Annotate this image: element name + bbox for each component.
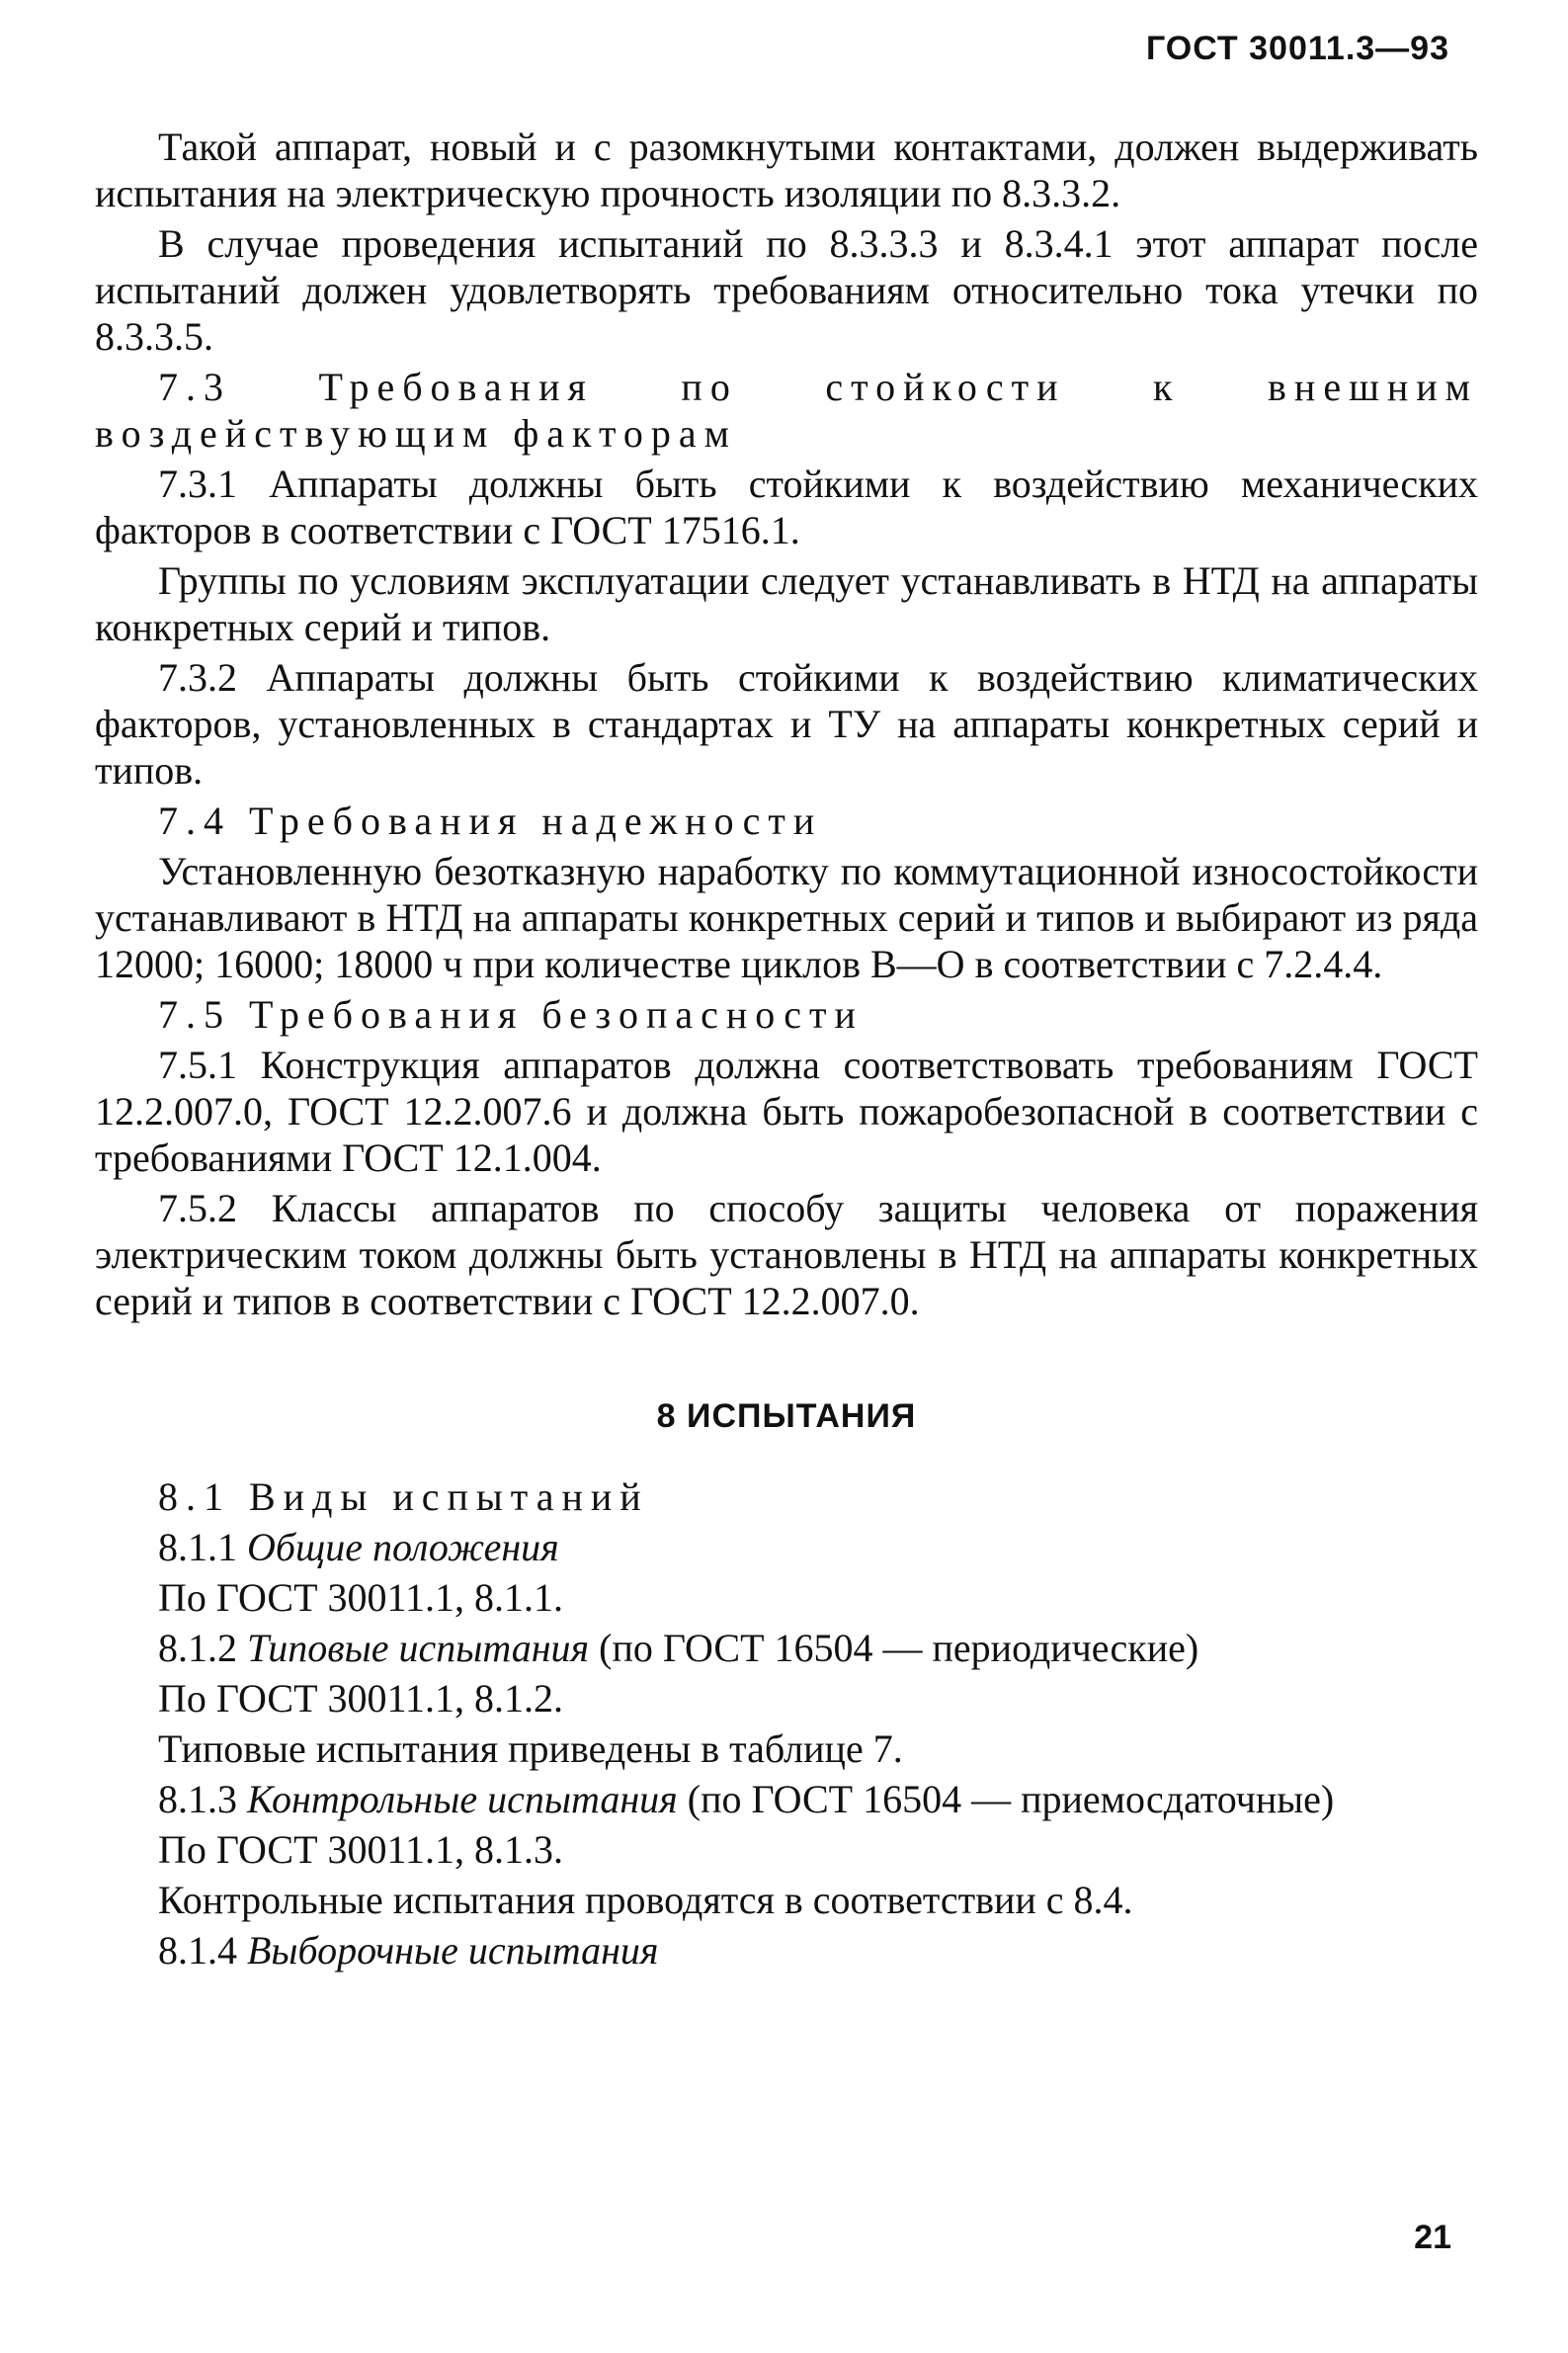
paragraph-7-5-1: 7.5.1 Конструкция аппаратов должна соответствовать требованиям ГОСТ 12.2.007.0, ГОСТ 12.2.007.6 и должна быть пожаробезопасной в соответствии с требованиями ГОСТ 12.1.004. [95, 1043, 1478, 1180]
paragraph: В случае проведения испытаний по 8.3.3.3 и 8.3.4.1 этот аппарат после испытаний должен удовлетворять требованиям относительно тока утечки по 8.3.3.5. [95, 221, 1478, 359]
item-title: Типовые испытания [247, 1626, 590, 1670]
item-note: (по ГОСТ 16504 — периодические) [599, 1626, 1199, 1670]
item-note: (по ГОСТ 16504 — приемосдаточные) [687, 1777, 1335, 1821]
item-8-1-1 [95, 1524, 1478, 1570]
item-title: Контрольные испытания [247, 1777, 678, 1821]
section-title-8: 8 ИСПЫТАНИЯ [656, 1397, 917, 1435]
paragraph: Контрольные испытания проводятся в соответствии с 8.4. [158, 1878, 1133, 1922]
page-number: 21 [1414, 2219, 1451, 2256]
paragraph-7-3-2: 7.3.2 Аппараты должны быть стойкими к воздействию климатических факторов, установленных в стандартах и ТУ на аппараты конкретных серий и типов. [95, 655, 1478, 793]
paragraph: Такой аппарат, новый и с разомкнутыми контактами, должен выдерживать испытания на электрическую прочность изоляции по 8.3.3.2. [95, 125, 1478, 215]
reference: По ГОСТ 30011.1, 8.1.2. [158, 1676, 564, 1721]
document-body [95, 124, 1478, 1977]
item-number: 8.1.3 [158, 1777, 237, 1821]
item-number: 8.1.4 [158, 1928, 237, 1973]
item-8-1-2 [95, 1625, 1478, 1671]
section-heading-7-4: 7.4 Требования надежности [158, 798, 823, 843]
item-8-1-3 [95, 1776, 1478, 1822]
section-heading-8-1: 8.1 Виды испытаний [158, 1474, 649, 1519]
document-code-header: ГОСТ 30011.3—93 [1145, 30, 1449, 67]
item-title: Выборочные испытания [247, 1928, 659, 1973]
paragraph-7-3-1: 7.3.1 Аппараты должны быть стойкими к воздействию механических факторов в соответствии с ГОСТ 17516.1. [95, 462, 1478, 552]
section-heading-7-5: 7.5 Требования безопасности [158, 992, 864, 1037]
reference: По ГОСТ 30011.1, 8.1.3. [158, 1827, 564, 1872]
reference: По ГОСТ 30011.1, 8.1.1. [158, 1575, 564, 1620]
paragraph-7-5-2: 7.5.2 Классы аппаратов по способу защиты человека от поражения электрическим током должны быть установлены в НТД на аппараты конкретных серий и типов в соответствии с ГОСТ 12.2.007.0. [95, 1186, 1478, 1323]
item-number: 8.1.2 [158, 1626, 237, 1670]
item-number: 8.1.1 [158, 1525, 237, 1569]
section-heading-7-3: 7.3 Требования по стойкости к внешним воздействующим факторам [95, 365, 1478, 456]
paragraph: Типовые испытания приведены в таблице 7. [158, 1726, 903, 1771]
paragraph: Установленную безотказную наработку по коммутационной износостойкости устанавливают в НТД на аппараты конкретных серий и типов и выбирают из ряда 12000; 16000; 18000 ч при количестве циклов В—О в соответствии с 7.2.4.4. [95, 849, 1478, 986]
item-8-1-4 [95, 1927, 1478, 1974]
item-title: Общие положения [247, 1525, 559, 1569]
paragraph: Группы по условиям эксплуатации следует устанавливать в НТД на аппараты конкретных серий и типов. [95, 558, 1478, 649]
